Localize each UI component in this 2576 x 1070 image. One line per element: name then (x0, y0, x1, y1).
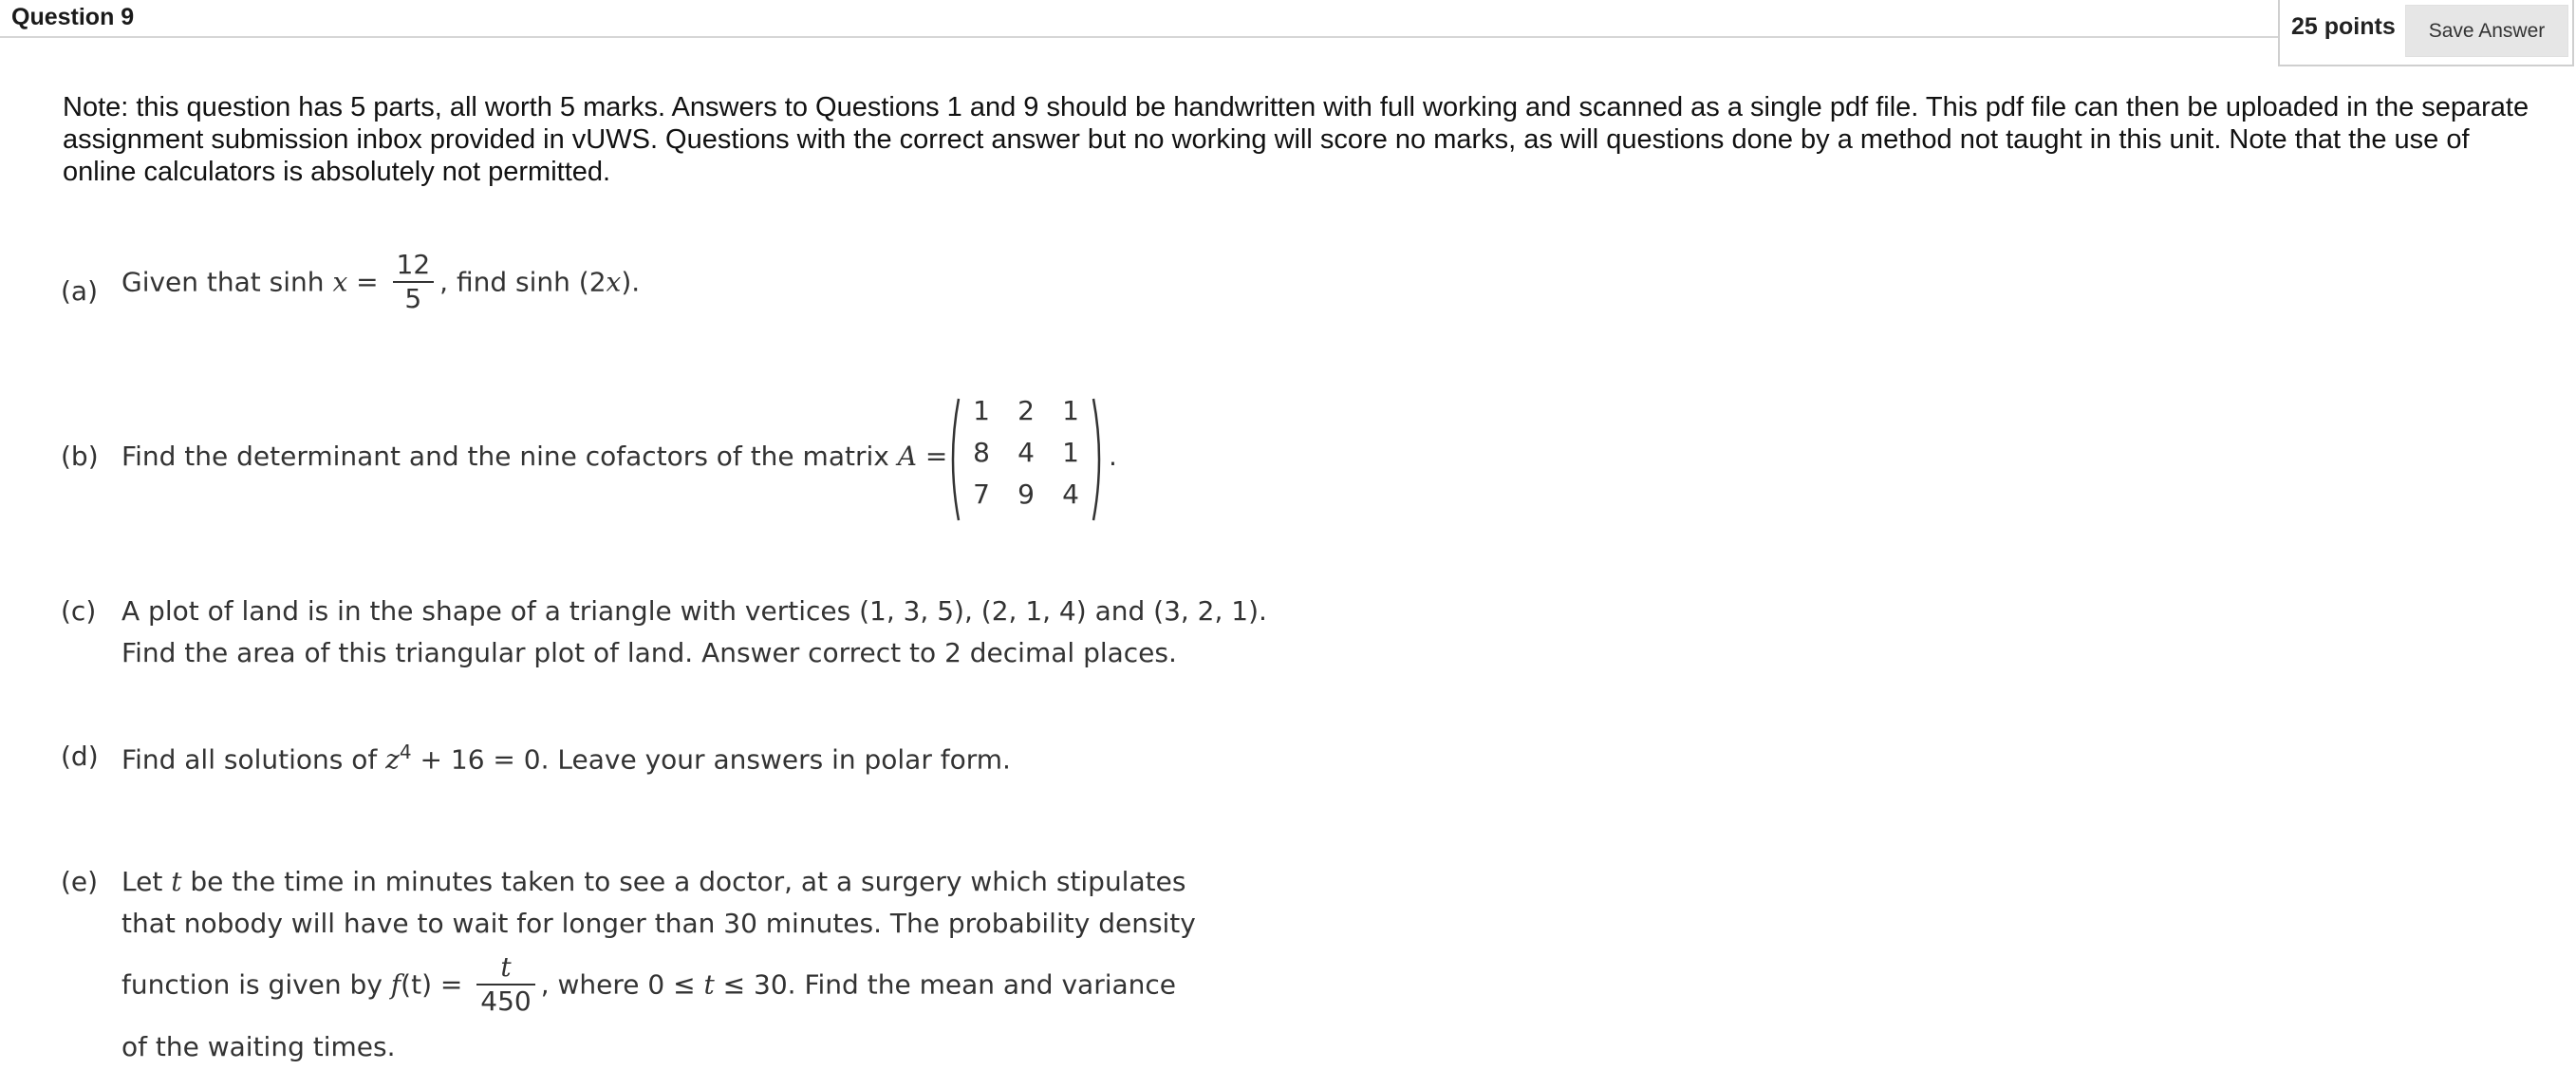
part-a-text (121, 249, 640, 315)
part-c-label: (c) (61, 595, 97, 627)
part-e-line1-pre: Let (121, 866, 172, 897)
points-box (2278, 0, 2574, 66)
part-e-line1 (121, 866, 1185, 897)
part-e-eq: = (432, 968, 472, 1001)
part-e-f: f (390, 968, 401, 1001)
part-a-eq: = (347, 266, 387, 298)
matrix-cell: 8 (973, 437, 990, 468)
matrix-cell: 9 (1017, 479, 1035, 510)
part-e (61, 866, 1390, 1065)
matrix-cell: 2 (1017, 395, 1035, 426)
part-e-denominator: 450 (476, 984, 534, 1018)
part-e-numerator: t (500, 951, 512, 983)
part-b-desc: Find the determinant and the nine cofactors of the matrix (121, 441, 898, 472)
question-header (0, 0, 2278, 38)
matrix-cell: 7 (973, 479, 990, 510)
part-b-text (121, 441, 947, 472)
part-e-line1-post: be the time in minutes taken to see a doctor, at a surgery which stipulates (181, 866, 1186, 897)
matrix-a (945, 395, 1107, 524)
part-d-pre: Find all solutions of (121, 743, 386, 776)
part-e-var-t: t (171, 866, 182, 897)
part-d-label: (d) (61, 741, 99, 772)
part-a-denominator: 5 (393, 281, 435, 315)
part-a (61, 249, 820, 334)
save-answer-button[interactable]: Save Answer (2405, 5, 2568, 57)
part-d (61, 741, 1200, 783)
points-label: 25 points (2291, 13, 2396, 40)
part-b-end: . (1109, 441, 1117, 472)
matrix-cell: 1 (1062, 437, 1079, 468)
part-b-var: A (897, 441, 917, 472)
part-e-line2: that nobody will have to wait for longer than 30 minutes. The probability density (121, 908, 1196, 939)
part-b-eq: = (916, 441, 948, 472)
part-b (61, 393, 1200, 526)
part-e-line4: of the waiting times. (121, 1031, 396, 1062)
part-a-post: , find sinh (2 (439, 266, 607, 298)
part-e-fraction (476, 951, 534, 1018)
part-a-var2: x (606, 266, 622, 298)
matrix-cell: 1 (973, 395, 990, 426)
part-a-numerator: 12 (396, 249, 431, 280)
matrix-cell: 4 (1017, 437, 1035, 468)
part-a-pre: Given that sinh (121, 266, 333, 298)
part-c-line1: A plot of land is in the shape of a triangle with vertices (1, 3, 5), (2, 1, 4) and (3, 2, 1). (121, 595, 1267, 627)
question-note: Note: this question has 5 parts, all worth 5 marks. Answers to Questions 1 and 9 should be handwritten with full working and scanned as a single pdf file. This pdf file can then be uploaded in the separate assignment submission inbox provided in vUWS. Questions with the correct answer but no working will score no marks, as will questions done by a method not taught in this unit. Note that the use of online calculators is absolutely not permitted. (63, 92, 2529, 187)
part-b-label: (b) (61, 441, 99, 472)
part-e-line3-mid: , where 0 ≤ (540, 968, 704, 1001)
part-a-post2: ). (621, 266, 641, 298)
matrix-cell: 1 (1062, 395, 1079, 426)
part-a-var: x (332, 266, 348, 298)
part-e-f-arg: (t) (401, 968, 432, 1001)
part-d-var: z (385, 743, 400, 776)
part-e-line3 (121, 951, 1176, 1018)
part-c (61, 595, 1390, 681)
part-a-label: (a) (61, 275, 99, 307)
part-d-text (121, 741, 1011, 775)
part-c-line2: Find the area of this triangular plot of land. Answer correct to 2 decimal places. (121, 637, 1177, 668)
part-a-fraction (393, 249, 435, 315)
part-d-exponent: 4 (399, 741, 412, 763)
part-e-t2: t (703, 968, 715, 1001)
part-d-post: + 16 = 0. Leave your answers in polar form. (411, 743, 1011, 776)
matrix-cell: 4 (1062, 479, 1079, 510)
part-e-line3-post: ≤ 30. Find the mean and variance (714, 968, 1177, 1001)
question-title: Question 9 (11, 4, 135, 30)
part-e-label: (e) (61, 866, 99, 897)
part-e-line3-pre: function is given by (121, 968, 391, 1001)
